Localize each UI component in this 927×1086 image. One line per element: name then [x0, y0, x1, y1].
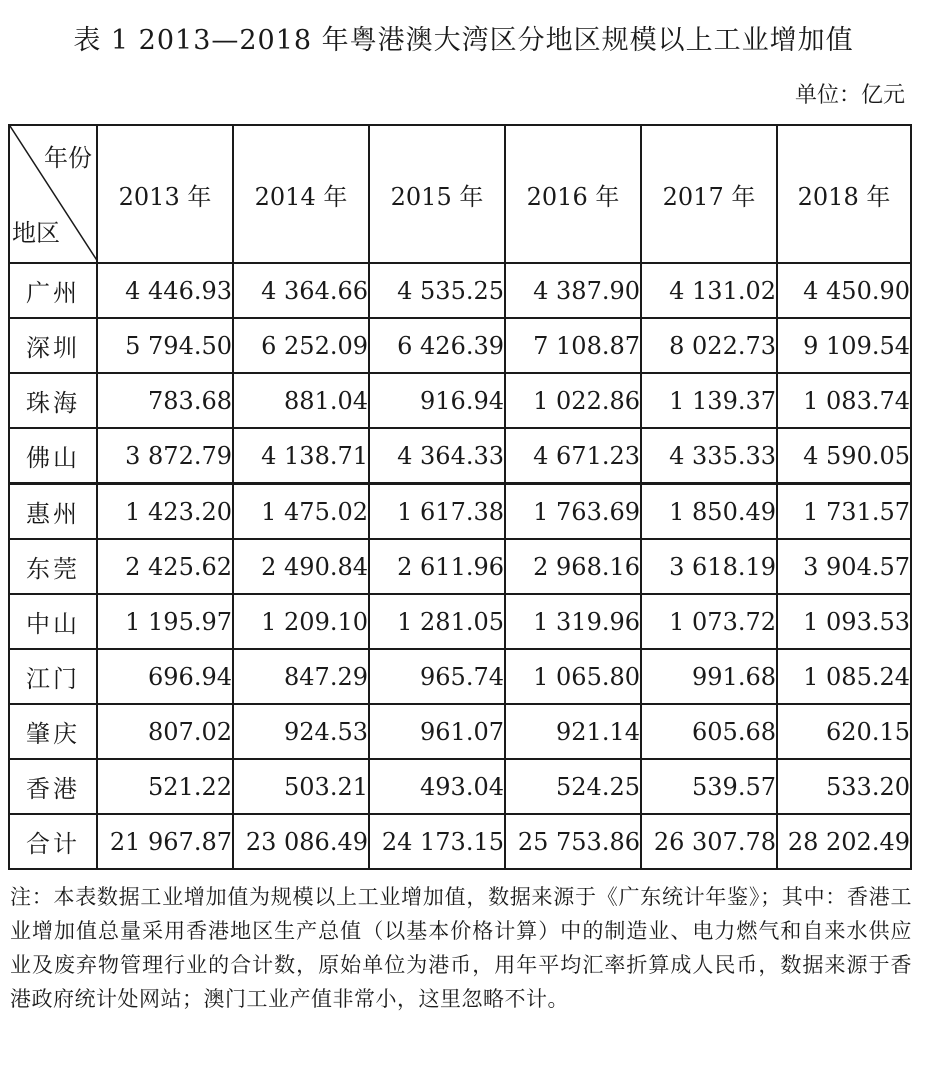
table-body — [9, 263, 911, 869]
table-row — [9, 704, 911, 759]
corner-region-label: 地区 — [12, 219, 60, 247]
value-cell: 7 108.87 — [505, 318, 641, 373]
value-cell: 807.02 — [97, 704, 233, 759]
value-cell: 6 252.09 — [233, 318, 369, 373]
value-cell: 3 618.19 — [641, 539, 777, 594]
value-cell: 1 139.37 — [641, 373, 777, 428]
value-cell: 2 611.96 — [369, 539, 505, 594]
value-cell: 4 335.33 — [641, 428, 777, 484]
value-cell: 881.04 — [233, 373, 369, 428]
value-cell: 4 535.25 — [369, 263, 505, 318]
value-cell: 503.21 — [233, 759, 369, 814]
value-cell: 4 364.33 — [369, 428, 505, 484]
value-cell: 916.94 — [369, 373, 505, 428]
value-cell: 28 202.49 — [777, 814, 911, 869]
region-cell: 惠州 — [9, 484, 97, 540]
year-header: 2018 年 — [777, 125, 911, 263]
value-cell: 1 022.86 — [505, 373, 641, 428]
table-row — [9, 318, 911, 373]
year-header: 2015 年 — [369, 125, 505, 263]
value-cell: 5 794.50 — [97, 318, 233, 373]
value-cell: 924.53 — [233, 704, 369, 759]
value-cell: 25 753.86 — [505, 814, 641, 869]
region-cell: 东莞 — [9, 539, 97, 594]
table-note: 注：本表数据工业增加值为规模以上工业增加值，数据来源于《广东统计年鉴》；其中：香港工业增加值总量采用香港地区生产总值（以基本价格计算）中的制造业、电力燃气和自来水供应业及废弃物管理行业的合计数，原始单位为港币，用年平均汇率折算成人民币，数据来源于香港政府统计处网站；澳门工业产值非常小，这里忽略不计。 — [10, 885, 912, 1011]
header-row — [9, 125, 911, 263]
year-header: 2017 年 — [641, 125, 777, 263]
value-cell: 493.04 — [369, 759, 505, 814]
value-cell: 3 872.79 — [97, 428, 233, 484]
region-cell: 肇庆 — [9, 704, 97, 759]
value-cell: 23 086.49 — [233, 814, 369, 869]
data-table — [8, 124, 912, 870]
value-cell: 21 967.87 — [97, 814, 233, 869]
value-cell: 696.94 — [97, 649, 233, 704]
table-row — [9, 539, 911, 594]
value-cell: 9 109.54 — [777, 318, 911, 373]
table-row — [9, 484, 911, 540]
value-cell: 1 083.74 — [777, 373, 911, 428]
region-cell: 佛山 — [9, 428, 97, 484]
value-cell: 1 731.57 — [777, 484, 911, 540]
value-cell: 783.68 — [97, 373, 233, 428]
value-cell: 1 281.05 — [369, 594, 505, 649]
value-cell: 1 195.97 — [97, 594, 233, 649]
value-cell: 24 173.15 — [369, 814, 505, 869]
value-cell: 847.29 — [233, 649, 369, 704]
year-header: 2016 年 — [505, 125, 641, 263]
year-header: 2013 年 — [97, 125, 233, 263]
value-cell: 4 364.66 — [233, 263, 369, 318]
value-cell: 26 307.78 — [641, 814, 777, 869]
value-cell: 4 671.23 — [505, 428, 641, 484]
value-cell: 2 425.62 — [97, 539, 233, 594]
corner-cell — [9, 125, 97, 263]
region-cell: 珠海 — [9, 373, 97, 428]
value-cell: 4 138.71 — [233, 428, 369, 484]
value-cell: 1 850.49 — [641, 484, 777, 540]
region-cell: 合计 — [9, 814, 97, 869]
value-cell: 4 590.05 — [777, 428, 911, 484]
table-row — [9, 759, 911, 814]
value-cell: 521.22 — [97, 759, 233, 814]
table-row — [9, 428, 911, 484]
value-cell: 6 426.39 — [369, 318, 505, 373]
value-cell: 1 617.38 — [369, 484, 505, 540]
value-cell: 921.14 — [505, 704, 641, 759]
table-row — [9, 649, 911, 704]
table-row — [9, 373, 911, 428]
unit-label: 单位：亿元 — [794, 83, 905, 108]
value-cell: 4 450.90 — [777, 263, 911, 318]
value-cell: 524.25 — [505, 759, 641, 814]
table-row — [9, 594, 911, 649]
value-cell: 1 065.80 — [505, 649, 641, 704]
region-cell: 江门 — [9, 649, 97, 704]
table-row — [9, 814, 911, 869]
region-cell: 香港 — [9, 759, 97, 814]
value-cell: 8 022.73 — [641, 318, 777, 373]
value-cell: 4 387.90 — [505, 263, 641, 318]
value-cell: 1 319.96 — [505, 594, 641, 649]
value-cell: 4 446.93 — [97, 263, 233, 318]
region-cell: 中山 — [9, 594, 97, 649]
value-cell: 2 490.84 — [233, 539, 369, 594]
value-cell: 1 423.20 — [97, 484, 233, 540]
value-cell: 991.68 — [641, 649, 777, 704]
value-cell: 965.74 — [369, 649, 505, 704]
corner-year-label: 年份 — [44, 144, 92, 172]
region-cell: 广州 — [9, 263, 97, 318]
value-cell: 2 968.16 — [505, 539, 641, 594]
value-cell: 605.68 — [641, 704, 777, 759]
table-title: 表 1 2013—2018 年粤港澳大湾区分地区规模以上工业增加值 — [73, 25, 854, 56]
value-cell: 1 073.72 — [641, 594, 777, 649]
region-cell: 深圳 — [9, 318, 97, 373]
year-header: 2014 年 — [233, 125, 369, 263]
value-cell: 4 131.02 — [641, 263, 777, 318]
value-cell: 1 763.69 — [505, 484, 641, 540]
value-cell: 1 209.10 — [233, 594, 369, 649]
value-cell: 1 085.24 — [777, 649, 911, 704]
value-cell: 533.20 — [777, 759, 911, 814]
value-cell: 3 904.57 — [777, 539, 911, 594]
value-cell: 539.57 — [641, 759, 777, 814]
table-row — [9, 263, 911, 318]
value-cell: 961.07 — [369, 704, 505, 759]
value-cell: 1 475.02 — [233, 484, 369, 540]
value-cell: 1 093.53 — [777, 594, 911, 649]
value-cell: 620.15 — [777, 704, 911, 759]
